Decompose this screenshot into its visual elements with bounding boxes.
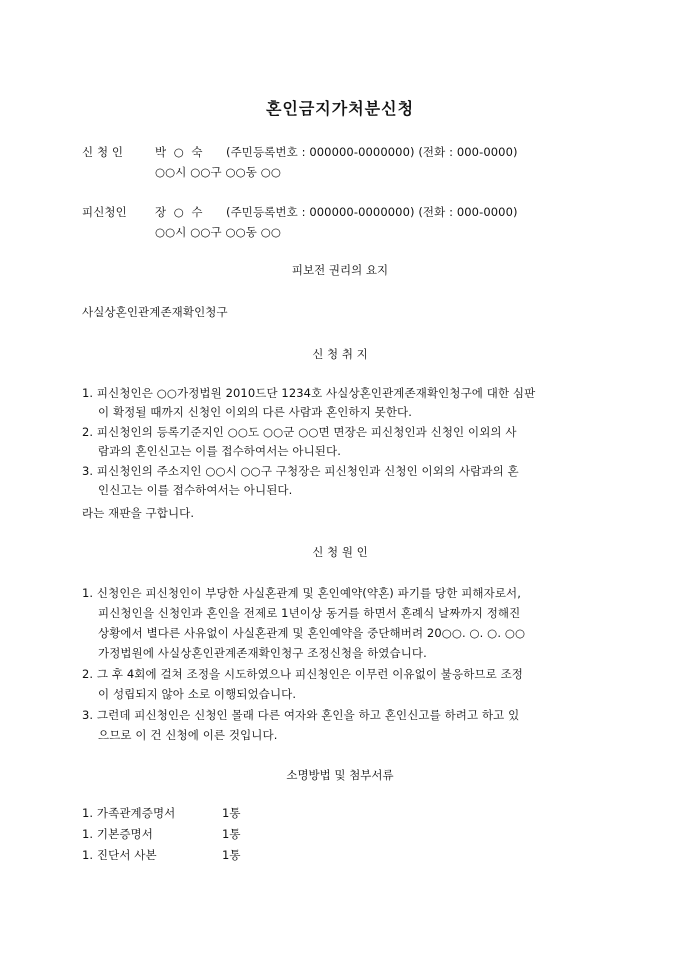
purpose-item-3-line-2: 인신고는 이를 접수하여서는 아니된다. [98, 483, 293, 497]
purpose-item-2-line-2: 람과의 혼인신고는 이를 접수하여서는 아니된다. [98, 444, 341, 458]
protected-right-heading: 피보전 권리의 요지 [291, 263, 389, 277]
purpose-closing: 라는 재판을 구합니다. [82, 506, 195, 520]
applicant-address: ○○시 ○○구 ○○동 ○○ [155, 165, 281, 179]
purpose-item-3-line-1: 3. 피신청인의 주소지인 ○○시 ○○구 구청장은 피신청인과 신청인 이외의 사람과의 혼 [82, 464, 519, 478]
evidence-item-2-name: 1. 기본증명서 [82, 827, 153, 841]
respondent-name: 장 ○ 수 [155, 205, 203, 219]
respondent-label: 피신청인 [82, 205, 127, 219]
reason-item-2-line-2: 이 성립되지 않아 소로 이행되었습니다. [98, 687, 297, 701]
document-title: 혼인금지가처분신청 [265, 99, 415, 118]
reason-item-3-line-1: 3. 그런데 피신청인은 신청인 몰래 다른 여자와 혼인을 하고 혼인신고를 하려고 하고 있 [82, 708, 520, 722]
purpose-heading: 신 청 취 지 [312, 347, 368, 361]
evidence-item-1-count: 1통 [222, 806, 241, 820]
respondent-address: ○○시 ○○구 ○○동 ○○ [155, 225, 281, 239]
reason-item-1-line-3: 상황에서 별다른 사유없이 사실혼관계 및 혼인예약을 중단해버려 20○○. ○. ○. ○○ [98, 626, 526, 640]
reason-item-1-line-4: 가정법원에 사실상혼인관계존재확인청구 조정신청을 하였습니다. [98, 646, 427, 660]
reason-item-3-line-2: 으므로 이 건 신청에 이른 것입니다. [98, 728, 278, 742]
protected-right-content: 사실상혼인관계존재확인청구 [82, 305, 228, 319]
reason-item-2-line-1: 2. 그 후 4회에 걸쳐 조정을 시도하였으나 피신청인은 이무런 이유없이 불응하므로 조정 [82, 667, 524, 681]
evidence-item-1-name: 1. 가족관계증명서 [82, 806, 176, 820]
applicant-label: 신 청 인 [82, 145, 124, 159]
purpose-item-2-line-1: 2. 피신청인의 등록기준지인 ○○도 ○○군 ○○면 면장은 피신청인과 신청인 이외의 사 [82, 425, 517, 439]
purpose-item-1-line-2: 이 확정될 때까지 신청인 이외의 다른 사람과 혼인하지 못한다. [98, 405, 413, 419]
reason-item-1-line-2: 피신청인을 신청인과 혼인을 전제로 1년이상 동거를 하면서 혼례식 날짜까지 정해진 [98, 606, 521, 620]
evidence-heading: 소명방법 및 첨부서류 [286, 768, 394, 782]
applicant-name: 박 ○ 숙 [155, 145, 203, 159]
reason-heading: 신 청 원 인 [312, 545, 368, 559]
respondent-id-info: (주민등록번호 : 000000-0000000) (전화 : 000-0000) [226, 205, 518, 219]
evidence-item-2-count: 1통 [222, 827, 241, 841]
purpose-item-1-line-1: 1. 피신청인은 ○○가정법원 2010드단 1234호 사실상혼인관계존재확인청구에 대한 심판 [82, 386, 536, 400]
reason-item-1-line-1: 1. 신청인은 피신청인이 부당한 사실혼관계 및 혼인예약(약혼) 파기를 당한 피해자로서, [82, 586, 522, 600]
evidence-item-3-name: 1. 진단서 사본 [82, 848, 157, 862]
applicant-id-info: (주민등록번호 : 000000-0000000) (전화 : 000-0000) [226, 145, 518, 159]
evidence-item-3-count: 1통 [222, 848, 241, 862]
